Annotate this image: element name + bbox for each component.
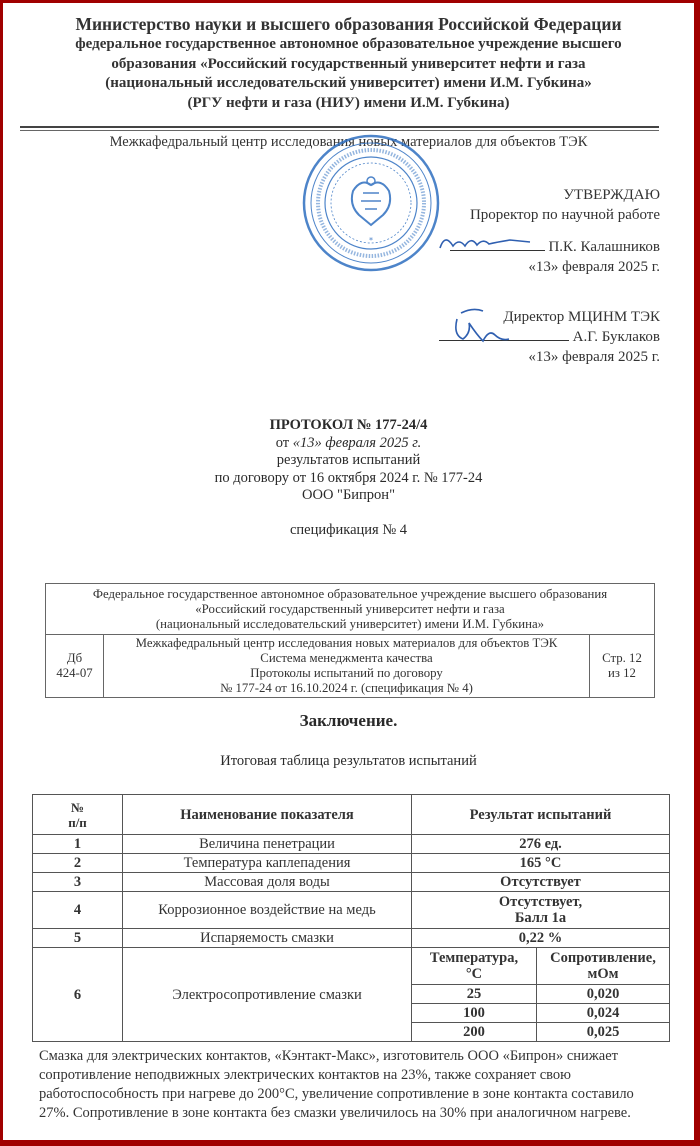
sub-row-resistance: 0,024 bbox=[537, 1004, 670, 1023]
doc-code-line: Дб bbox=[66, 651, 83, 665]
sub-row-resistance: 0,025 bbox=[537, 1023, 670, 1042]
row-name: Коррозионное воздействие на медь bbox=[123, 892, 412, 929]
doc-description-line: № 177-24 от 16.10.2024 г. (спецификация № 4) bbox=[220, 681, 473, 695]
sub-row-temperature: 200 bbox=[412, 1023, 537, 1042]
page-number-line: из 12 bbox=[608, 666, 636, 680]
doc-code-line: 424-07 bbox=[56, 666, 93, 680]
institution-line: федеральное государственное автономное образовательное учреждение высшего bbox=[75, 36, 622, 52]
header-name: Наименование показателя bbox=[123, 795, 412, 835]
row-name: Температура каплепадения bbox=[123, 854, 412, 873]
conclusion-heading: Заключение. bbox=[299, 711, 398, 730]
approval-position: Директор МЦИНМ ТЭК bbox=[503, 309, 660, 325]
official-stamp-icon bbox=[301, 133, 441, 273]
institution-short-name: (РГУ нефти и газа (НИУ) имени И.М. Губкина) bbox=[187, 94, 510, 111]
institution-line: (национальный исследовательский университет) имени И.М. Губкина» bbox=[105, 75, 592, 91]
table-row bbox=[33, 854, 670, 873]
header-result: Результат испытаний bbox=[412, 795, 670, 835]
header-num-line: № bbox=[70, 799, 85, 815]
ministry-title: Министерство науки и высшего образования Российской Федерации bbox=[75, 14, 622, 34]
approval-date: «13» февраля 2025 г. bbox=[528, 259, 660, 275]
sub-row-resistance: 0,020 bbox=[537, 985, 670, 1004]
doc-description-line: Протоколы испытаний по договору bbox=[250, 666, 443, 680]
results-table bbox=[32, 794, 670, 1042]
sub-row-temperature: 25 bbox=[412, 985, 537, 1004]
org-line: Федеральное государственное автономное образовательное учреждение высшего образования bbox=[92, 587, 608, 601]
protocol-date-line bbox=[3, 435, 694, 453]
row-result: Отсутствует bbox=[412, 873, 670, 892]
row-name: Электросопротивление смазки bbox=[123, 948, 412, 1042]
page-number-line: Стр. 12 bbox=[602, 651, 642, 665]
header-divider-thin bbox=[20, 130, 659, 131]
approval-name: А.Г. Буклаков bbox=[572, 329, 660, 345]
signature-icon bbox=[435, 228, 535, 258]
row-num: 6 bbox=[33, 948, 123, 1042]
table-row bbox=[33, 873, 670, 892]
document-page bbox=[3, 3, 694, 1140]
row-num: 2 bbox=[33, 854, 123, 873]
protocol-date: «13» февраля 2025 г. bbox=[292, 434, 422, 451]
doc-description-cell bbox=[104, 635, 590, 698]
approval-heading: УТВЕРЖДАЮ bbox=[563, 187, 660, 203]
institution-line: образования «Российский государственный университет нефти и газа bbox=[111, 55, 586, 72]
table-row bbox=[33, 948, 670, 985]
approval-date: «13» февраля 2025 г. bbox=[528, 349, 660, 365]
doc-description-line: Система менеджмента качества bbox=[260, 651, 433, 665]
protocol-block bbox=[3, 417, 694, 505]
table-header-row bbox=[33, 795, 670, 835]
row-num: 3 bbox=[33, 873, 123, 892]
row-result-line: Отсутствует, bbox=[498, 894, 583, 910]
sub-row-temperature: 100 bbox=[412, 1004, 537, 1023]
row-name: Испаряемость смазки bbox=[123, 929, 412, 948]
header-num-line: п/п bbox=[68, 814, 87, 830]
results-table-caption: Итоговая таблица результатов испытаний bbox=[220, 753, 477, 769]
protocol-subtitle: результатов испытаний bbox=[276, 452, 421, 468]
header-num bbox=[33, 795, 123, 835]
header-divider bbox=[20, 126, 659, 128]
subheader-line: °С bbox=[465, 966, 483, 982]
protocol-title: ПРОТОКОЛ № 177-24/4 bbox=[269, 417, 428, 433]
document-header bbox=[3, 13, 694, 113]
row-result: 0,22 % bbox=[412, 929, 670, 948]
doc-code-cell bbox=[46, 635, 104, 698]
page-number-cell bbox=[590, 635, 655, 698]
row-name: Массовая доля воды bbox=[123, 873, 412, 892]
row-name: Величина пенетрации bbox=[123, 835, 412, 854]
row-result bbox=[412, 892, 670, 929]
org-cell bbox=[46, 584, 655, 635]
protocol-company: ООО "Бипрон" bbox=[302, 487, 395, 503]
row-result: 165 °С bbox=[412, 854, 670, 873]
protocol-date-prefix: от bbox=[275, 434, 290, 451]
doc-description-line: Межкафедральный центр исследования новых материалов для объектов ТЭК bbox=[135, 636, 558, 650]
table-row bbox=[33, 929, 670, 948]
subheader-line: мОм bbox=[587, 966, 619, 982]
table-row bbox=[33, 835, 670, 854]
subheader-temperature bbox=[412, 948, 537, 985]
subheader-line: Сопротивление, bbox=[550, 950, 656, 966]
table-row bbox=[33, 892, 670, 929]
center-name: Межкафедральный центр исследования новых материалов для объектов ТЭК bbox=[109, 134, 588, 150]
approval-name: П.К. Калашников bbox=[548, 239, 660, 255]
row-result-line: Балл 1а bbox=[514, 910, 567, 926]
specification-number: спецификация № 4 bbox=[289, 522, 408, 538]
protocol-contract: по договору от 16 октября 2024 г. № 177-24 bbox=[214, 469, 483, 486]
svg-text:*: * bbox=[369, 236, 373, 245]
approval-position: Проректор по научной работе bbox=[469, 207, 660, 223]
org-line: (национальный исследовательский университет) имени И.М. Губкина» bbox=[155, 617, 545, 631]
row-num: 1 bbox=[33, 835, 123, 854]
subheader-line: Температура, bbox=[429, 950, 519, 966]
subheader-resistance bbox=[537, 948, 670, 985]
row-result: 276 ед. bbox=[412, 835, 670, 854]
signature-icon bbox=[443, 305, 513, 347]
document-header-table bbox=[45, 583, 655, 698]
conclusion-paragraph: Смазка для электрических контактов, «Кэнтакт-Макс», изготовитель ООО «Бипрон» снижает сопротивление неподвижных электрических контактов на 23%, также сохраняет свою работоспособность при нагреве до 200°С, увеличение сопротивление в зоне контакта составило 27%. Сопротивление в зоне контакта без смазки увеличилось на 30% при аналогичном нагреве. bbox=[39, 1048, 634, 1121]
row-num: 5 bbox=[33, 929, 123, 948]
row-num: 4 bbox=[33, 892, 123, 929]
org-line: «Российский государственный университет нефти и газа bbox=[195, 602, 505, 616]
